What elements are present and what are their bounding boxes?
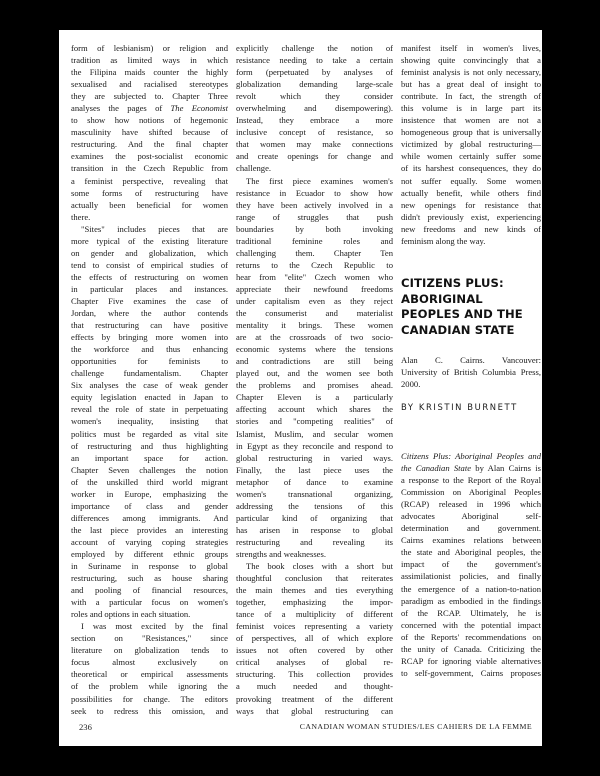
text-line: Chapter Five examines the case of [71,295,228,306]
text-line: of perspectives, all of which explore [236,633,393,644]
text-line: of its harshest consequences, they do [401,163,541,174]
text-line: actually benefit, while others find [401,187,541,198]
text-line: Cairns examines relations between [401,535,541,546]
text-line: under capitalism even as they reject [236,295,393,306]
text-line: victimized by global restructuring— [401,139,541,150]
text-line: possibilities for change. The editors [71,693,228,704]
text-line: theoretical or empirical assessments [71,669,228,680]
text-line: economic systems where the tensions [236,344,393,355]
text-line: particular kind of organizing that [236,512,393,523]
text-line: the effects of restructuring on women [71,271,228,282]
text-line: challenge. [236,163,272,174]
review-body [401,450,541,679]
text-line: The book closes with a short but [246,561,393,572]
text-line: to self-government, Cairns proposes [401,667,541,678]
text-line: contribute. In fact, the strength of [401,91,541,102]
text-line: determination and government. [401,523,541,534]
text-line: together, emphasizing the impor- [236,597,393,608]
text-line: in Egypt as they reconcile and respond to [236,440,393,451]
citation-line: Alan C. Cairns. Vancouver: [401,355,541,365]
review-citation [401,354,541,390]
text-line: women's transnational organizing, [236,488,393,499]
text-line: explicitly challenge the notion of [236,43,393,53]
text-line: they are subjected to. Chapter Three [71,91,228,102]
text-line: challenge fundamentalism. Chapter [71,368,228,379]
text-line: of the problem while ignoring the [71,681,228,692]
text-line: actually been beneficial for women [71,199,228,210]
text-line: new openings for resistance that [401,199,541,210]
text-line: and pooling of financial resources, [71,585,228,596]
review-title-line: PEOPLES AND THE [401,307,523,321]
text-line: has arisen in response to global [236,524,393,535]
text-line: structuring. This collection provides [236,669,393,680]
text-line: tradition as limited ways in which [71,55,228,66]
text-line: a feminist perspective, revealing that [71,175,228,186]
text-line: Citizens Plus: Aboriginal Peoples and [401,451,541,461]
text-line: in particular places and instances. [71,283,228,294]
text-line: examines the post-socialist economic [71,151,228,162]
text-line: roles and options in each situation. [71,609,191,620]
text-line: form of lesbianism) or religion and [71,43,228,53]
text-column-3 [401,42,541,247]
text-line: a response to the Report of the Royal [401,475,541,486]
text-line: paradigm as embodied in the findings [401,595,541,606]
text-line: not suffer equally. Some women [401,175,541,186]
text-line: reveal the role of state in perpetuating [71,404,228,415]
text-line: focus almost exclusively on [71,657,228,668]
text-line: tend to consist of empirical studies of [71,259,228,270]
text-line: in Suriname in response to global [71,561,228,572]
text-line: challenging them. Chapter Ten [236,247,393,258]
text-column-1 [71,42,228,717]
text-line: section on "Resistances," since [71,633,228,644]
text-line: traditional feminine roles and [236,235,393,246]
text-line: to show how notions of hegemonic [71,115,228,126]
text-line: more typical of the existing literature [71,235,228,246]
text-line: account of varying coping strategies [71,536,228,547]
text-line: of the RCAP. Ultimately, he is [401,607,541,618]
text-line: restructuring, such as house sharing [71,573,228,584]
review-title-line: CANADIAN STATE [401,322,515,337]
text-line: overwhelming and disempowering). [236,103,393,114]
text-line: provoking treatment of the different [236,693,393,704]
text-line: the problems and promises ahead. [236,380,393,391]
text-line: that restructuring can have positive [71,320,228,331]
text-line: appreciate their newfound freedoms [236,283,393,294]
text-line: stories and "competing realities" of [236,416,393,427]
text-line: Six analyses the case of weak gender [71,380,228,391]
text-line: of the unskilled third world migrant [71,476,228,487]
text-line: and contradictions are still being [236,356,393,367]
text-line: the consumerist and materialist [236,308,393,319]
text-line: Chapter Eleven is a particularly [236,392,393,403]
text-line: the last piece provides an interesting [71,524,228,535]
text-line: concerned with the potential impact [401,619,541,630]
text-line: but has a great deal of insight to [401,79,541,90]
text-line: literature on globalization tends to [71,645,228,656]
citation-line: 2000. [401,379,421,390]
text-line: revolt which they consider [236,91,393,102]
text-line: homogeneous group that is universally [401,127,541,138]
text-line: metaphor of dance to examine [236,476,393,487]
text-line: Instead, they embrace a more [236,115,393,126]
text-line: ways that global restructuring can [236,705,393,716]
running-footer: CANADIAN WOMAN STUDIES/LES CAHIERS DE LA FEMME [299,722,532,731]
text-line: global restructuring in varied ways. [236,452,393,463]
text-line: feminist voices representing a variety [236,621,393,632]
text-line: on gender and globalization, which [71,247,228,258]
text-column-2 [236,42,393,717]
text-line: thoughtful conclusion that reiterates [236,573,393,584]
text-line: Islamist, Muslim, and secular women [236,428,393,439]
text-line: boundaries by both invoking [236,223,393,234]
text-line: affecting account which shares the [236,404,393,415]
text-line: the Filipina maids counter the highly [71,67,228,78]
text-line: issues not often covered by other [236,645,393,656]
text-line: feminism along the way. [401,235,486,246]
text-line: an important space for action. [71,452,228,463]
text-line: a much needed and thought- [236,681,393,692]
text-line: form (perpetuated by analyses of [236,67,393,78]
review-title-line: CITIZENS PLUS: [401,276,504,290]
text-line: I was most excited by the final [81,621,228,632]
text-line: the workforce and thus enhancing [71,344,228,355]
text-line: there. [71,211,91,222]
review-byline: BY KRISTIN BURNETT [401,402,518,412]
text-line: sexualised and racialised stereotypes [71,79,228,90]
text-line: of restructuring and thus highlighting [71,440,228,451]
text-line: critical analyses of global re- [236,657,393,668]
text-line: feminist analysis is not only necessary, [401,67,541,78]
text-line: strengths and weaknesses. [236,548,326,559]
text-line: restructuring and revealing its [236,536,393,547]
text-line: didn't previously exist, experiencing [401,211,541,222]
text-line: Chapter Seven challenges the notion [71,464,228,475]
text-line: analyses the pages of The Economist [71,103,228,114]
review-title-line: ABORIGINAL [401,291,483,306]
text-line: RCAP for ignoring viable alternatives [401,655,541,666]
text-line: the state and Aboriginal peoples, the [401,547,541,558]
page-number: 236 [79,722,92,732]
text-line: worker in Europe, emphasizing the [71,488,228,499]
text-line: women's inequality, insisting that [71,416,228,427]
text-line: range of struggles that push [236,211,393,222]
text-line: seek to redress this omission, and [71,705,228,716]
text-line: (RCAP) released in 1996 which [401,499,541,510]
text-line: restructuring. And the final chapter [71,139,228,150]
text-line: differences among immigrants. And [71,512,228,523]
text-line: transition in the Czech Republic from [71,163,228,174]
text-line: "Sites" includes pieces that are [81,223,228,234]
text-line: are at the crossroads of two socio- [236,332,393,343]
text-line: mentality it brings. These women [236,320,393,331]
text-line: assimilationist policies, and finally [401,571,541,582]
text-line: with a particular focus on women's [71,597,228,608]
text-line: hear from "elite" Czech women who [236,271,393,282]
text-line: equity legislation enacted in Japan to [71,392,228,403]
text-line: impact of the government's [401,559,541,570]
text-line: manifest itself in women's lives, [401,43,541,53]
text-line: some forms of restructuring have [71,187,228,198]
text-line: effects by bringing more women into [71,332,228,343]
text-line: this volume is in large part its [401,103,541,114]
review-title [401,276,546,338]
text-line: The first piece examines women's [246,175,393,186]
text-line: that women may make connections [236,139,393,150]
text-line: employed by different ethnic groups [71,548,228,559]
text-line: showing quite convincingly that a [401,55,541,66]
text-line: the Canadian State by Alan Cairns is [401,463,541,474]
text-line: they have been actively involved in a [236,199,393,210]
text-line: inclusive concept of resistance, so [236,127,393,138]
text-line: politics must be regarded as vital site [71,428,228,439]
text-line: played out, and the women see both [236,368,393,379]
text-line: tance of a multiplicity of different [236,609,393,620]
text-line: insistence that women are not a [401,115,541,126]
text-line: resistance needing to take a certain [236,55,393,66]
text-line: advocates Aboriginal self- [401,511,541,522]
text-line: and create openings for change and [236,151,393,162]
text-line: opportunities for feminists to [71,356,228,367]
document-page [59,30,542,746]
text-line: importance of class and gender [71,500,228,511]
text-line: the emergence of a nation-to-nation [401,583,541,594]
text-line: the unity of Canada. Criticizing the [401,643,541,654]
text-line: resistance in Ecuador to show how [236,187,393,198]
text-line: the main themes and ties everything [236,585,393,596]
text-line: Commission on Aboriginal Peoples [401,487,541,498]
text-line: addressing the tensions of this [236,500,393,511]
text-line: of the Reports' recommendations on [401,631,541,642]
text-line: returns to the Czech Republic to [236,259,393,270]
text-line: Jordan, where the author contends [71,308,228,319]
text-line: while women certainly suffer some [401,151,541,162]
citation-line: University of British Columbia Press, [401,367,541,378]
text-line: Finally, the last piece uses the [236,464,393,475]
text-line: masculinity have shifted because of [71,127,228,138]
text-line: globalization demanding large-scale [236,79,393,90]
text-line: new freedoms and new kinds of [401,223,541,234]
